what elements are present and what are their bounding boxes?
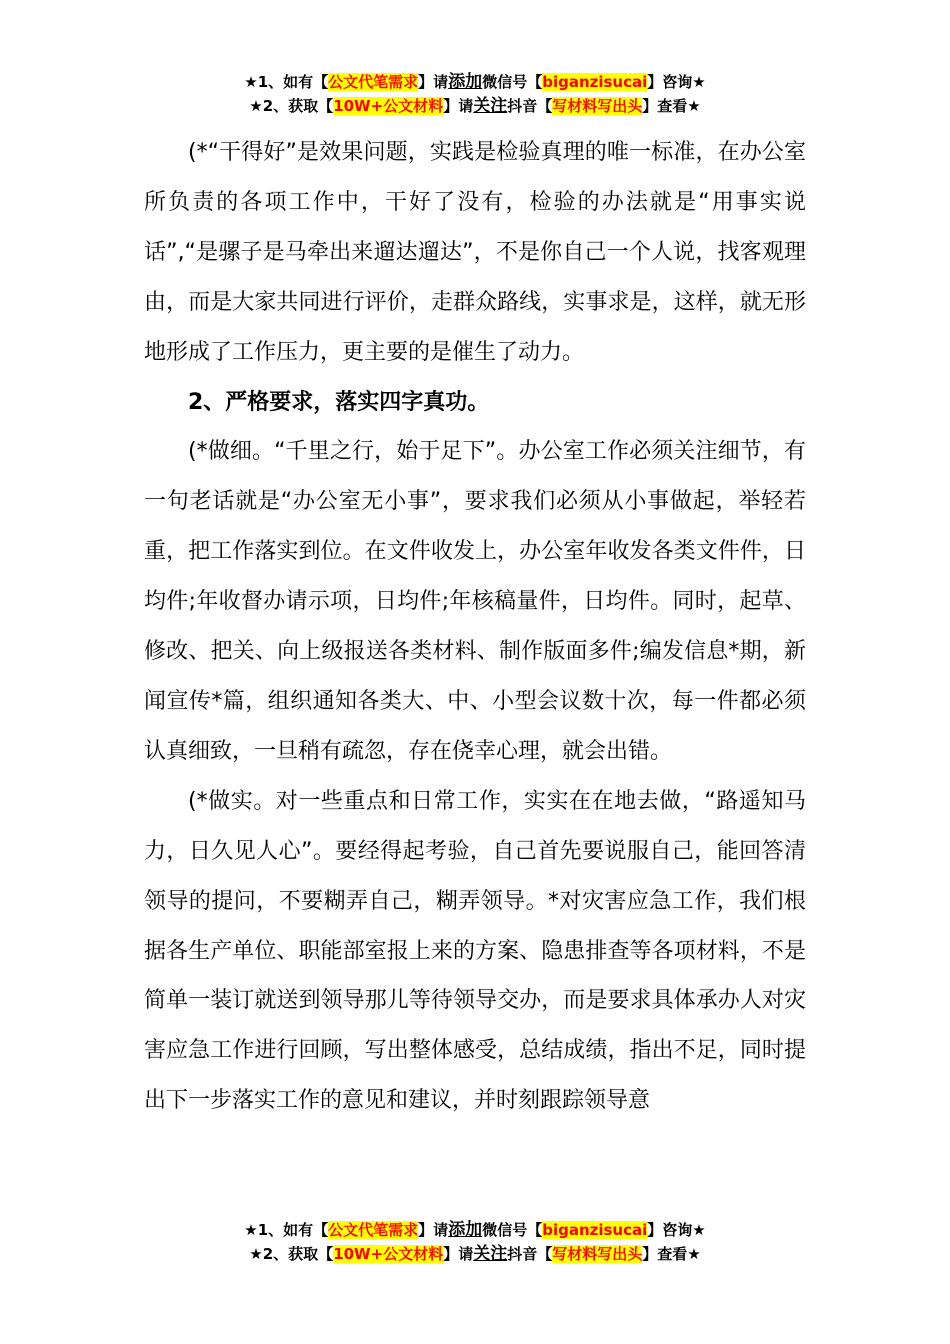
banner-line-2 bbox=[0, 1242, 950, 1266]
banner-line-1 bbox=[0, 70, 950, 94]
banner-highlight: 公文代笔需求 bbox=[328, 1221, 419, 1239]
banner-emphasis: 关注 bbox=[473, 1244, 508, 1264]
banner-highlight: 写材料写出头 bbox=[552, 97, 643, 115]
banner-text: 】请 bbox=[443, 97, 474, 115]
paragraph: (*“干得好”是效果问题，实践是检验真理的唯一标准，在办公室所负责的各项工作中，干好了没有，检验的办法就是“用事实说话”,“是骡子是马牵出来遛达遛达”，不是你自己一个人说，找客观理由，而是大家共同进行评价，走群众路线，实事求是，这样，就无形地形成了工作压力，更主要的是催生了动力。 bbox=[144, 140, 806, 365]
banner-text: 】请 bbox=[418, 73, 449, 91]
document-body bbox=[144, 128, 806, 1126]
banner-highlight: 公文代笔需求 bbox=[328, 73, 419, 91]
banner-emphasis: 添加 bbox=[448, 1220, 483, 1240]
banner-emphasis: 添加 bbox=[448, 72, 483, 92]
banner-highlight: 写材料写出头 bbox=[552, 1245, 643, 1263]
banner-text: 抖音【 bbox=[507, 97, 553, 115]
banner-highlight: 10W+公文材料 bbox=[333, 97, 444, 115]
banner-emphasis: 关注 bbox=[473, 96, 508, 116]
banner-text: 】咨询★ bbox=[647, 73, 706, 91]
paragraph: (*做细。“千里之行，始于足下”。办公室工作必须关注细节，有一句老话就是“办公室无小事”，要求我们必须从小事做起，举轻若重，把工作落实到位。在文件收发上，办公室年收发各类文件件，日均件;年收督办请示项，日均件;年核稿量件，日均件。同时，起草、修改、把关、向上级报送各类材料、制作版面多件;编发信息*期，新闻宣传*篇，组织通知各类大、中、小型会议数十次，每一件都必须认真细致，一旦稍有疏忽，存在侥幸心理，就会出错。 bbox=[144, 439, 806, 764]
banner-text: 】请 bbox=[443, 1245, 474, 1263]
banner-highlight: biganzisucai bbox=[542, 1221, 648, 1239]
bottom-banner bbox=[0, 1218, 950, 1266]
banner-text: 微信号【 bbox=[482, 1221, 543, 1239]
banner-text: 】咨询★ bbox=[647, 1221, 706, 1239]
top-banner bbox=[0, 70, 950, 118]
banner-text: 微信号【 bbox=[482, 73, 543, 91]
banner-text: 】查看★ bbox=[642, 97, 701, 115]
banner-text: ★1、如有【 bbox=[244, 1221, 329, 1239]
banner-highlight: 10W+公文材料 bbox=[333, 1245, 444, 1263]
section-heading: 2、严格要求，落实四字真功。 bbox=[188, 389, 490, 415]
banner-text: 】请 bbox=[418, 1221, 449, 1239]
banner-line-1 bbox=[0, 1218, 950, 1242]
banner-text: ★2、获取【 bbox=[249, 1245, 334, 1263]
banner-text: 】查看★ bbox=[642, 1245, 701, 1263]
banner-text: 抖音【 bbox=[507, 1245, 553, 1263]
banner-text: ★1、如有【 bbox=[244, 73, 329, 91]
paragraph: (*做实。对一些重点和日常工作，实实在在地去做，“路遥知马力，日久见人心”。要经得起考验，自己首先要说服自己，能回答清领导的提问，不要糊弄自己，糊弄领导。*对灾害应急工作，我们根据各生产单位、职能部室报上来的方案、隐患排查等各项材料，不是简单一装订就送到领导那儿等待领导交办，而是要求具体承办人对灾害应急工作进行回顾，写出整体感受，总结成绩，指出不足，同时提出下一步落实工作的意见和建议，并时刻跟踪领导意 bbox=[144, 788, 806, 1114]
banner-highlight: biganzisucai bbox=[542, 73, 648, 91]
banner-line-2 bbox=[0, 94, 950, 118]
banner-text: ★2、获取【 bbox=[249, 97, 334, 115]
